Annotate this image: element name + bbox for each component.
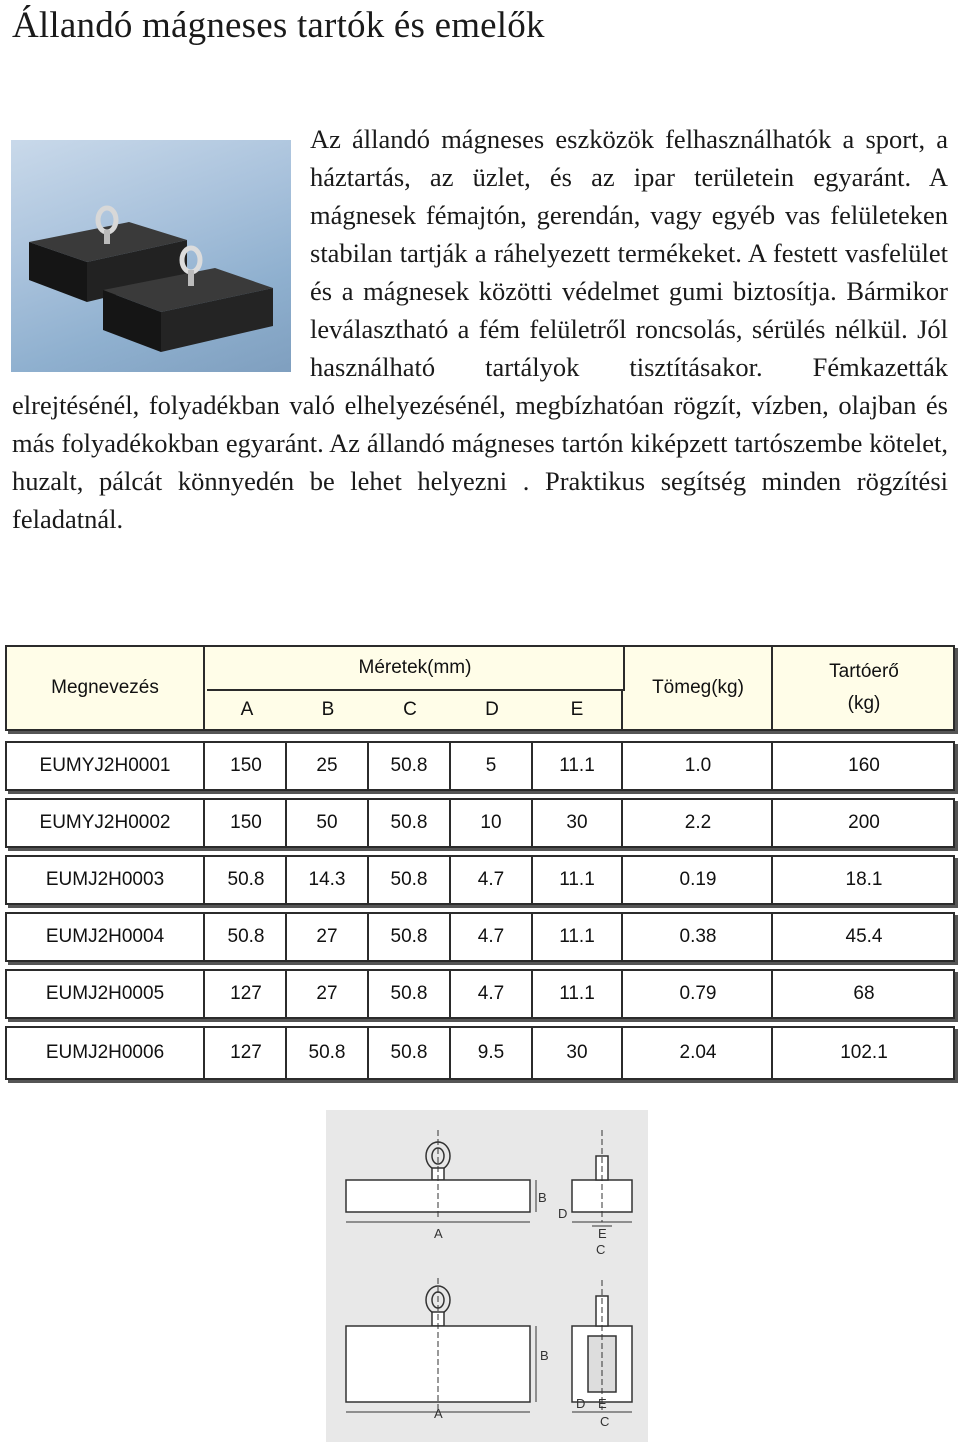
header-force-line1: Tartóerő bbox=[829, 661, 899, 682]
cell-c: 50.8 bbox=[369, 914, 451, 960]
cell-d: 4.7 bbox=[451, 914, 533, 960]
table-row bbox=[5, 969, 955, 1019]
cell-c: 50.8 bbox=[369, 857, 451, 903]
drawing-label-e-top: E bbox=[598, 1226, 607, 1241]
cell-c: 50.8 bbox=[369, 800, 451, 846]
cell-name: EUMYJ2H0001 bbox=[7, 743, 205, 789]
header-dim-a: A bbox=[240, 699, 254, 720]
cell-weight: 0.79 bbox=[625, 971, 773, 1017]
cell-a: 150 bbox=[207, 743, 287, 789]
table-row bbox=[5, 855, 955, 905]
drawing-label-b-bottom: B bbox=[540, 1348, 549, 1363]
cell-b: 25 bbox=[287, 743, 369, 789]
drawing-label-e-bottom: E bbox=[598, 1396, 607, 1411]
cell-d: 4.7 bbox=[451, 857, 533, 903]
header-name: Megnevezés bbox=[7, 647, 205, 729]
cell-weight: 2.04 bbox=[625, 1028, 773, 1078]
cell-force: 160 bbox=[848, 755, 880, 776]
header-dim-d: D bbox=[485, 699, 499, 720]
cell-b: 27 bbox=[287, 914, 369, 960]
cell-c: 50.8 bbox=[369, 971, 451, 1017]
cell-e: 11.1 bbox=[533, 743, 623, 789]
cell-force: 18.1 bbox=[845, 869, 883, 890]
cell-e: 11.1 bbox=[533, 857, 623, 903]
cell-a: 50.8 bbox=[207, 857, 287, 903]
cell-e: 30 bbox=[533, 800, 623, 846]
technical-drawing bbox=[326, 1110, 648, 1442]
table-row bbox=[5, 741, 955, 791]
header-dimensions: Méretek(mm) bbox=[207, 647, 625, 691]
cell-b: 14.3 bbox=[287, 857, 369, 903]
cell-force: 102.1 bbox=[840, 1042, 888, 1063]
drawing-label-a-bottom: A bbox=[434, 1406, 443, 1421]
cell-d: 10 bbox=[451, 800, 533, 846]
cell-b: 27 bbox=[287, 971, 369, 1017]
cell-b: 50.8 bbox=[287, 1028, 369, 1078]
header-dim-b: B bbox=[321, 699, 335, 720]
cell-a: 127 bbox=[207, 971, 287, 1017]
table-row bbox=[5, 912, 955, 962]
cell-e: 11.1 bbox=[533, 914, 623, 960]
cell-e: 11.1 bbox=[533, 971, 623, 1017]
header-force-line2: (kg) bbox=[847, 693, 881, 714]
header-dim-e: E bbox=[533, 691, 623, 729]
cell-b: 50 bbox=[287, 800, 369, 846]
cell-d: 5 bbox=[451, 743, 533, 789]
description-text: Az állandó mágneses eszközök felhasználhatók a sport, a háztartás, az üzlet, és az ipar területein egyaránt. A mágnesek fémajtón, gerendán, vagy egyéb vas felületeken stabilan tartják a ráhelyezett termékeket. A festett vasfelület és a mágnesek közötti védelmet gumi biztosítja. Bármikor leválasztható a fém felületről roncsolás, sérülés nélkül. Jól használható tartályok tisztításakor. Fémkazetták elrejtésénél, folyadékban való elhelyezésénél, megbízhatóan rögzít, vízben, olajban és más folyadékokban egyaránt. Az állandó mágneses tartón kiképzett tartószembe kötelet, huzalt, pálcát könnyedén be lehet helyezni . Praktikus segítség minden rögzítési feladatnál. bbox=[12, 124, 948, 534]
cell-weight: 0.38 bbox=[625, 914, 773, 960]
cell-e: 30 bbox=[533, 1028, 623, 1078]
cell-name: EUMJ2H0006 bbox=[7, 1028, 205, 1078]
cell-d: 4.7 bbox=[451, 971, 533, 1017]
table-row bbox=[5, 798, 955, 848]
table-header bbox=[5, 645, 955, 731]
table-row bbox=[5, 1026, 955, 1080]
cell-a: 127 bbox=[207, 1028, 287, 1078]
drawing-label-a-top: A bbox=[434, 1226, 443, 1241]
drawing-label-d-bottom: D bbox=[576, 1396, 586, 1411]
cell-weight: 0.19 bbox=[625, 857, 773, 903]
cell-name: EUMYJ2H0002 bbox=[7, 800, 205, 846]
drawing-label-c-bottom: C bbox=[600, 1414, 610, 1429]
cell-force: 68 bbox=[853, 983, 875, 1004]
page-title: Állandó mágneses tartók és emelők bbox=[12, 5, 545, 46]
cell-a: 150 bbox=[207, 800, 287, 846]
cell-name: EUMJ2H0004 bbox=[7, 914, 205, 960]
cell-weight: 2.2 bbox=[625, 800, 773, 846]
drawing-label-b-top: B bbox=[538, 1190, 547, 1205]
drawing-label-c-top: C bbox=[596, 1242, 606, 1257]
cell-name: EUMJ2H0003 bbox=[7, 857, 205, 903]
cell-name: EUMJ2H0005 bbox=[7, 971, 205, 1017]
header-weight: Tömeg(kg) bbox=[625, 647, 773, 729]
cell-c: 50.8 bbox=[369, 743, 451, 789]
cell-force: 45.4 bbox=[845, 926, 883, 947]
description-block bbox=[12, 120, 948, 538]
cell-d: 9.5 bbox=[451, 1028, 533, 1078]
cell-c: 50.8 bbox=[369, 1028, 451, 1078]
drawing-label-d-top: D bbox=[558, 1206, 568, 1221]
header-dim-c: C bbox=[403, 699, 417, 720]
cell-weight: 1.0 bbox=[625, 743, 773, 789]
cell-force: 200 bbox=[848, 812, 880, 833]
cell-a: 50.8 bbox=[207, 914, 287, 960]
